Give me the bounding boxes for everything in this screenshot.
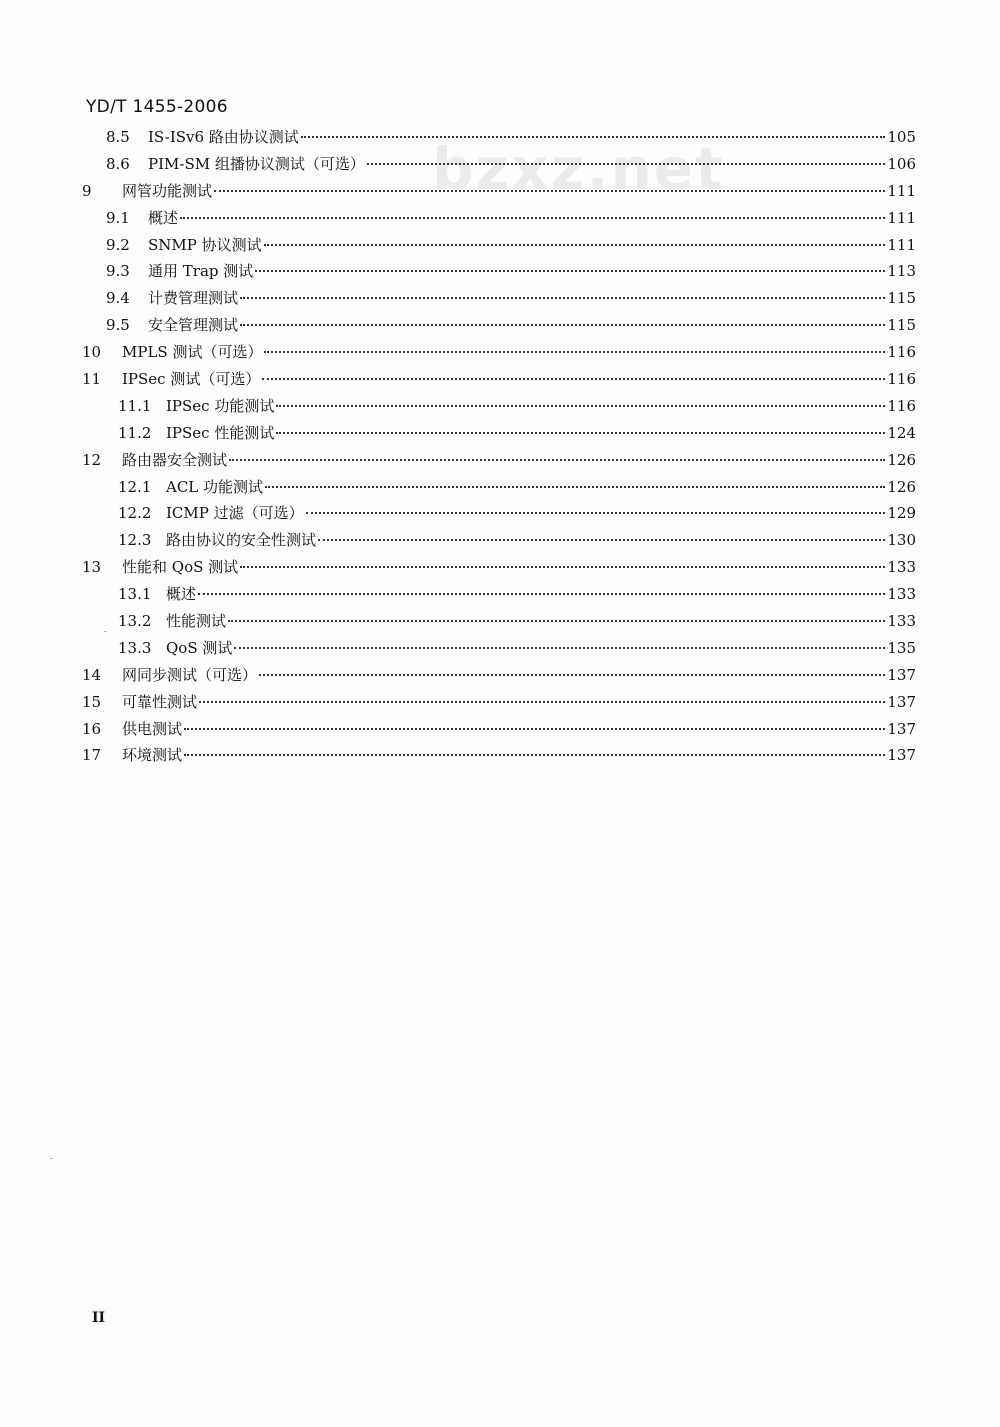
dot-leader (367, 163, 886, 165)
toc-entry-page: 126 (887, 477, 916, 496)
toc-entry-number: 12 (82, 450, 102, 469)
toc-entry-number: 12.2 (118, 504, 152, 523)
toc-entry-page: 115 (887, 289, 916, 308)
toc-entry (82, 393, 916, 420)
dot-leader (318, 539, 885, 541)
toc-entry (82, 500, 916, 527)
toc-entry-title: QoS 测试 (166, 638, 233, 657)
toc-entry-title: 安全管理测试 (148, 316, 239, 335)
toc-entry-page: 111 (887, 235, 916, 254)
dot-leader (228, 620, 885, 622)
toc-entry (82, 689, 916, 716)
toc-entry (82, 474, 916, 501)
toc-entry-page: 130 (887, 531, 916, 550)
dot-leader (255, 270, 885, 272)
toc-entry-title: IPSec 性能测试 (166, 423, 275, 442)
toc-entry-number: 16 (82, 719, 102, 738)
page-number-roman: II (92, 1310, 106, 1326)
toc-entry (82, 339, 916, 366)
toc-entry-title: 性能和 QoS 测试 (122, 558, 239, 577)
document-code-header: YD/T 1455-2006 (86, 97, 228, 117)
toc-entry-title: 概述 (148, 208, 179, 227)
toc-entry-page: 116 (887, 343, 916, 362)
toc-entry-number: 8.6 (106, 154, 130, 173)
toc-entry-title: IPSec 功能测试 (166, 396, 275, 415)
toc-entry (82, 581, 916, 608)
toc-entry (82, 420, 916, 447)
toc-entry (82, 366, 916, 393)
dot-leader (264, 244, 886, 246)
toc-entry (82, 716, 916, 743)
toc-entry-page: 116 (887, 396, 916, 415)
toc-entry (82, 205, 916, 232)
toc-entry-page: 116 (887, 370, 916, 389)
toc-entry-title: 网管功能测试 (122, 181, 213, 200)
toc-entry-title: ACL 功能测试 (166, 477, 264, 496)
toc-entry-title: 概述 (166, 585, 197, 604)
toc-entry-title: SNMP 协议测试 (148, 235, 262, 254)
toc-entry-page: 129 (887, 504, 916, 523)
dot-leader (301, 136, 886, 138)
toc-entry-number: 9.1 (106, 208, 130, 227)
toc-entry-title: 环境测试 (122, 746, 183, 765)
toc-entry (82, 554, 916, 581)
dot-leader (198, 593, 885, 595)
dot-leader (199, 701, 885, 703)
toc-entry-number: 8.5 (106, 128, 130, 146)
watermark: bzxz.net (432, 135, 725, 203)
table-of-contents (82, 124, 916, 769)
toc-entry-page: 124 (887, 423, 916, 442)
dot-leader (240, 297, 885, 299)
toc-entry-number: 13.2 (118, 612, 152, 631)
dot-leader (276, 405, 885, 407)
dot-leader (180, 217, 885, 219)
dot-leader (229, 459, 885, 461)
toc-entry-number: 9.5 (106, 316, 130, 335)
toc-entry (82, 124, 916, 151)
toc-entry-number: 13.1 (118, 585, 152, 604)
toc-entry-page: 133 (887, 558, 916, 577)
scan-speck (104, 631, 107, 632)
toc-entry-page: 105 (887, 128, 916, 146)
toc-entry (82, 527, 916, 554)
toc-entry-page: 111 (887, 208, 916, 227)
toc-entry (82, 662, 916, 689)
dot-leader (259, 674, 885, 676)
toc-entry-number: 9 (82, 181, 92, 200)
toc-entry (82, 258, 916, 285)
toc-entry-page: 137 (887, 692, 916, 711)
toc-entry-number: 10 (82, 343, 102, 362)
toc-entry (82, 285, 916, 312)
toc-entry-title: ICMP 过滤（可选） (166, 504, 304, 523)
toc-entry-number: 9.2 (106, 235, 130, 254)
toc-entry-page: 133 (887, 612, 916, 631)
toc-entry-page: 137 (887, 746, 916, 765)
toc-entry-number: 9.3 (106, 262, 130, 281)
toc-entry-page: 137 (887, 665, 916, 684)
toc-entry-title: IS-ISv6 路由协议测试 (148, 128, 299, 146)
toc-entry-page: 115 (887, 316, 916, 335)
toc-entry-title: MPLS 测试（可选） (122, 343, 263, 362)
toc-entry (82, 742, 916, 769)
toc-entry (82, 151, 916, 178)
toc-entry-page: 137 (887, 719, 916, 738)
toc-entry-number: 11.1 (118, 396, 152, 415)
toc-entry-number: 12.3 (118, 531, 152, 550)
toc-entry-number: 11.2 (118, 423, 152, 442)
toc-entry (82, 232, 916, 259)
dot-leader (214, 190, 885, 192)
toc-entry-title: 可靠性测试 (122, 692, 198, 711)
toc-entry-number: 14 (82, 665, 102, 684)
dot-leader (240, 566, 885, 568)
toc-entry-title: 供电测试 (122, 719, 183, 738)
toc-entry-number: 9.4 (106, 289, 130, 308)
dot-leader (184, 728, 885, 730)
dot-leader (262, 378, 885, 380)
toc-entry-page: 133 (887, 585, 916, 604)
toc-entry-page: 111 (887, 181, 916, 200)
toc-entry-page: 126 (887, 450, 916, 469)
toc-entry-page: 113 (887, 262, 916, 281)
dot-leader (276, 432, 885, 434)
toc-entry-title: 路由器安全测试 (122, 450, 228, 469)
toc-entry-title: 计费管理测试 (148, 289, 239, 308)
toc-entry (82, 447, 916, 474)
toc-entry-title: PIM-SM 组播协议测试（可选） (148, 154, 365, 173)
toc-entry-title: 性能测试 (166, 612, 227, 631)
toc-entry-title: IPSec 测试（可选） (122, 370, 261, 389)
toc-entry-number: 11 (82, 370, 102, 389)
toc-entry (82, 178, 916, 205)
dot-leader (306, 512, 886, 514)
toc-entry (82, 608, 916, 635)
dot-leader (265, 486, 885, 488)
dot-leader (264, 351, 885, 353)
dot-leader (240, 324, 885, 326)
toc-entry-title: 通用 Trap 测试 (148, 262, 254, 281)
toc-entry (82, 312, 916, 339)
toc-entry-page: 135 (887, 638, 916, 657)
toc-entry-number: 12.1 (118, 477, 152, 496)
toc-entry-page: 106 (887, 154, 916, 173)
dot-leader (184, 754, 885, 756)
toc-entry (82, 635, 916, 662)
scan-speck (50, 1158, 53, 1159)
toc-entry-number: 13 (82, 558, 102, 577)
toc-entry-number: 13.3 (118, 638, 152, 657)
toc-entry-title: 网同步测试（可选） (122, 665, 258, 684)
toc-entry-number: 15 (82, 692, 102, 711)
dot-leader (234, 647, 885, 649)
toc-entry-title: 路由协议的安全性测试 (166, 531, 317, 550)
toc-entry-number: 17 (82, 746, 102, 765)
